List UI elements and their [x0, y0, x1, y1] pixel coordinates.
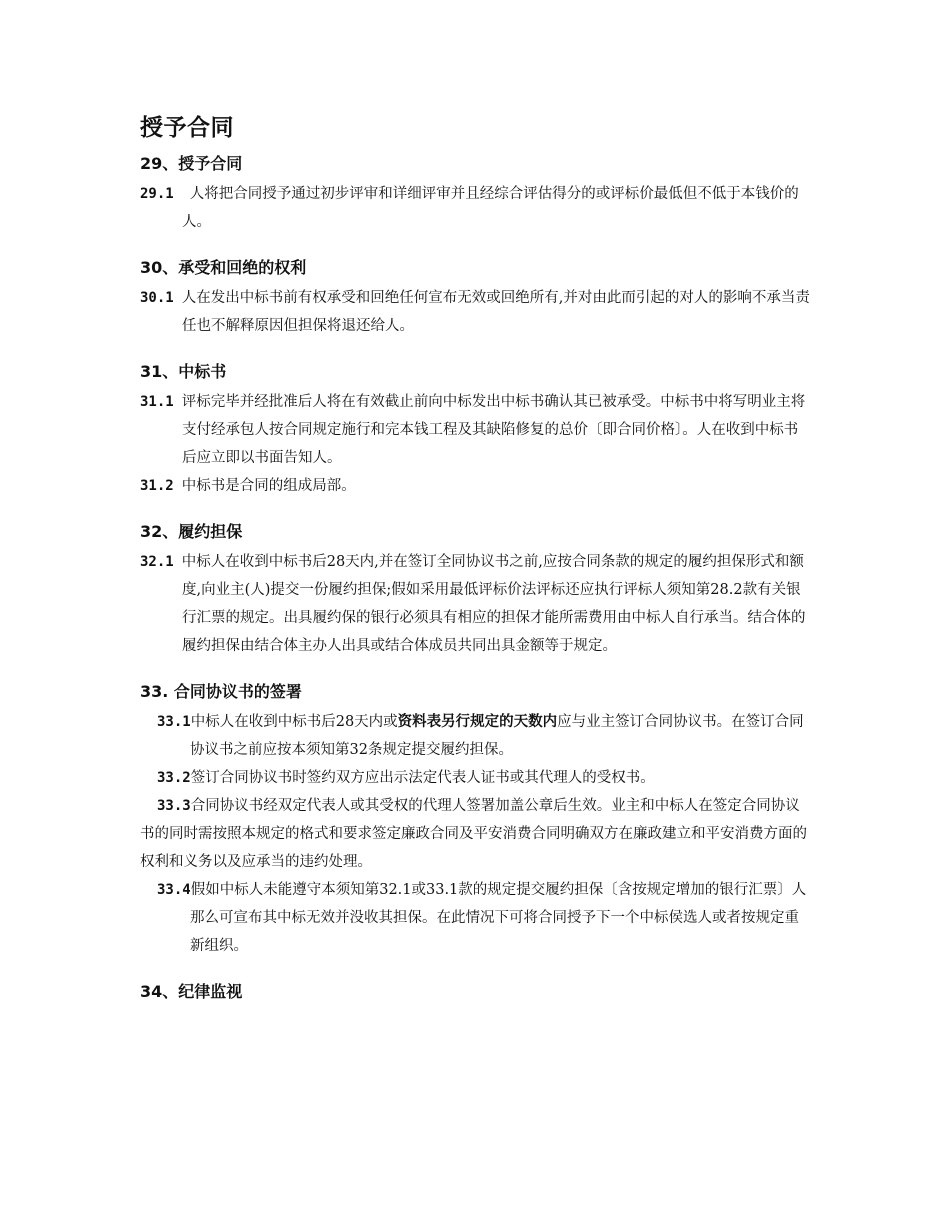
document-page	[140, 112, 812, 1024]
clause-text: 人在发出中标书前有权承受和回绝任何宣布无效或回绝所有,并对由此而引起的对人的影响不承当责任也不解释原因但担保将退还给人。	[181, 290, 810, 334]
clause-text: 中标书是合同的组成局部。	[181, 478, 356, 494]
clause-number: 29.1	[140, 186, 174, 202]
section-heading: 31、中标书	[140, 362, 227, 381]
section-31	[140, 358, 812, 500]
section-heading: 32、履约担保	[140, 522, 243, 541]
clause-number: 30.1	[140, 290, 174, 306]
section-heading: 34、纪律监视	[140, 982, 243, 1001]
clause-text: 合同协议书经双定代表人或其受权的代理人签署加盖公章后生效。业主和中标人在签定合同协议书的同时需按照本规定的格式和要求签定廉政合同及平安消费合同明确双方在廉政建立和平安消费方面的权利和义务以及应承当的违约处理。	[140, 798, 807, 870]
clause-32-1	[140, 548, 812, 660]
clause-number: 33.3	[157, 798, 191, 814]
clause-number: 31.2	[140, 478, 174, 494]
section-heading: 33. 合同协议书的签署	[140, 682, 302, 701]
clause-33-1	[140, 708, 812, 764]
clause-number: 33.2	[157, 770, 191, 786]
clause-emphasis: 资料表另行规定的天数内	[397, 713, 558, 730]
clause-number: 33.4	[157, 882, 191, 898]
page-title: 授予合同	[140, 115, 234, 141]
clause-text: 中标人在收到中标书后28天内,并在签订全同协议书之前,应按合同条款的规定的履约担保形式和额度,向业主(人)提交一份履约担保;假如采用最低评标价法评标还应执行评标人须知第28.2款有关银行汇票的规定。出具履约保的银行必须具有相应的担保才能所需费用由中标人自行承当。结合体的履约担保由结合体主办人出具或结合体成员共同出具金额等于规定。	[181, 554, 806, 654]
clause-33-4	[140, 876, 812, 960]
section-heading: 30、承受和回绝的权利	[140, 258, 307, 277]
clause-number: 32.1	[140, 554, 174, 570]
clause-text: 评标完毕并经批准后人将在有效截止前向中标发出中标书确认其已被承受。中标书中将写明业主将支付经承包人按合同规定施行和完本钱工程及其缺陷修复的总价〔即合同价格〕。人在收到中标书后应立即以书面告知人。	[181, 394, 806, 466]
clause-text: 应与业主签订合同协议书。在签订合同协议书之前应按本须知第32条规定提交履约担保。	[190, 714, 804, 758]
clause-number: 33.1	[157, 714, 191, 730]
clause-33-3	[140, 792, 812, 876]
section-30	[140, 254, 812, 340]
clause-text: 假如中标人未能遵守本须知第32.1或33.1款的规定提交履约担保〔含按规定增加的银行汇票〕人那么可宣布其中标无效并没收其担保。在此情况下可将合同授予下一个中标侯选人或者按规定重新组织。	[190, 882, 807, 954]
clause-29-1	[140, 180, 812, 236]
section-34	[140, 978, 812, 1006]
clause-33-2	[140, 764, 812, 792]
section-29	[140, 150, 812, 236]
clause-31-1	[140, 388, 812, 472]
clause-30-1	[140, 284, 812, 340]
clause-text: 签订合同协议书时签约双方应出示法定代表人证书或其代理人的受权书。	[190, 770, 655, 786]
clause-text: 中标人在收到中标书后28天内或	[190, 714, 398, 730]
section-heading: 29、授予合同	[140, 154, 243, 173]
section-33	[140, 678, 812, 960]
clause-31-2	[140, 472, 812, 500]
clause-number: 31.1	[140, 394, 174, 410]
clause-text: 人将把合同授予通过初步评审和详细评审并且经综合评估得分的或评标价最低但不低于本钱价的人。	[182, 186, 799, 230]
section-32	[140, 518, 812, 660]
